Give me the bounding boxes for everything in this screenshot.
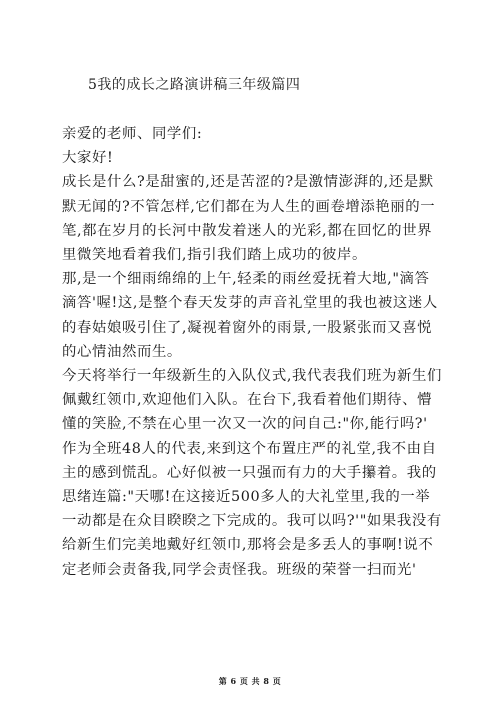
greeting: 大家好! <box>62 150 114 167</box>
document-body <box>62 122 444 582</box>
paragraph-representative: 作为全班48人的代表,来到这个布置庄严的礼堂,我不由自主的感到慌乱。心好似被一只强而有力的大手攥着。我的思绪连篇:"天哪!在这接近500多人的大礼堂里,我的一举一动都是在众目睽睽之下完成的。我可以吗?'"如果我没有给新生们完美地戴好红领巾,那将会是多丢人的事啊!说不定老师会责备我,同学会责怪我。班级的荣誉一扫而光' <box>62 440 442 578</box>
document-title: 5我的成长之路演讲稿三年级篇四 <box>88 77 301 93</box>
paragraph-rainy-morning: 那,是一个细雨绵绵的上午,轻柔的雨丝爱抚着大地,"滴答滴答'喔!这,是整个春天发芽的声音礼堂里的我也被这迷人的春姑娘吸引住了,凝视着窗外的雨景,一股紧张而又喜悦的心情油然而生。 <box>62 271 438 360</box>
salutation: 亲爱的老师、同学们: <box>62 126 203 142</box>
paragraph-growth: 成长是什么?是甜蜜的,还是苦涩的?是激情澎湃的,还是默默无闻的?不管怎样,它们都在为人生的画卷增添艳丽的一笔,都在岁月的长河中散发着迷人的光彩,都在回忆的世界里微笑地看着我们,指引我们踏上成功的彼岸。 <box>62 174 436 264</box>
page-footer: 第 6 页 共 8 页 <box>218 676 282 686</box>
paragraph-ceremony: 今天将举行一年级新生的入队仪式,我代表我们班为新生们佩戴红领巾,欢迎他们入队。在台下,我看着他们期待、懵懂的笑脸,不禁在心里一次又一次的问自己:"你,能行吗?' <box>62 368 442 433</box>
